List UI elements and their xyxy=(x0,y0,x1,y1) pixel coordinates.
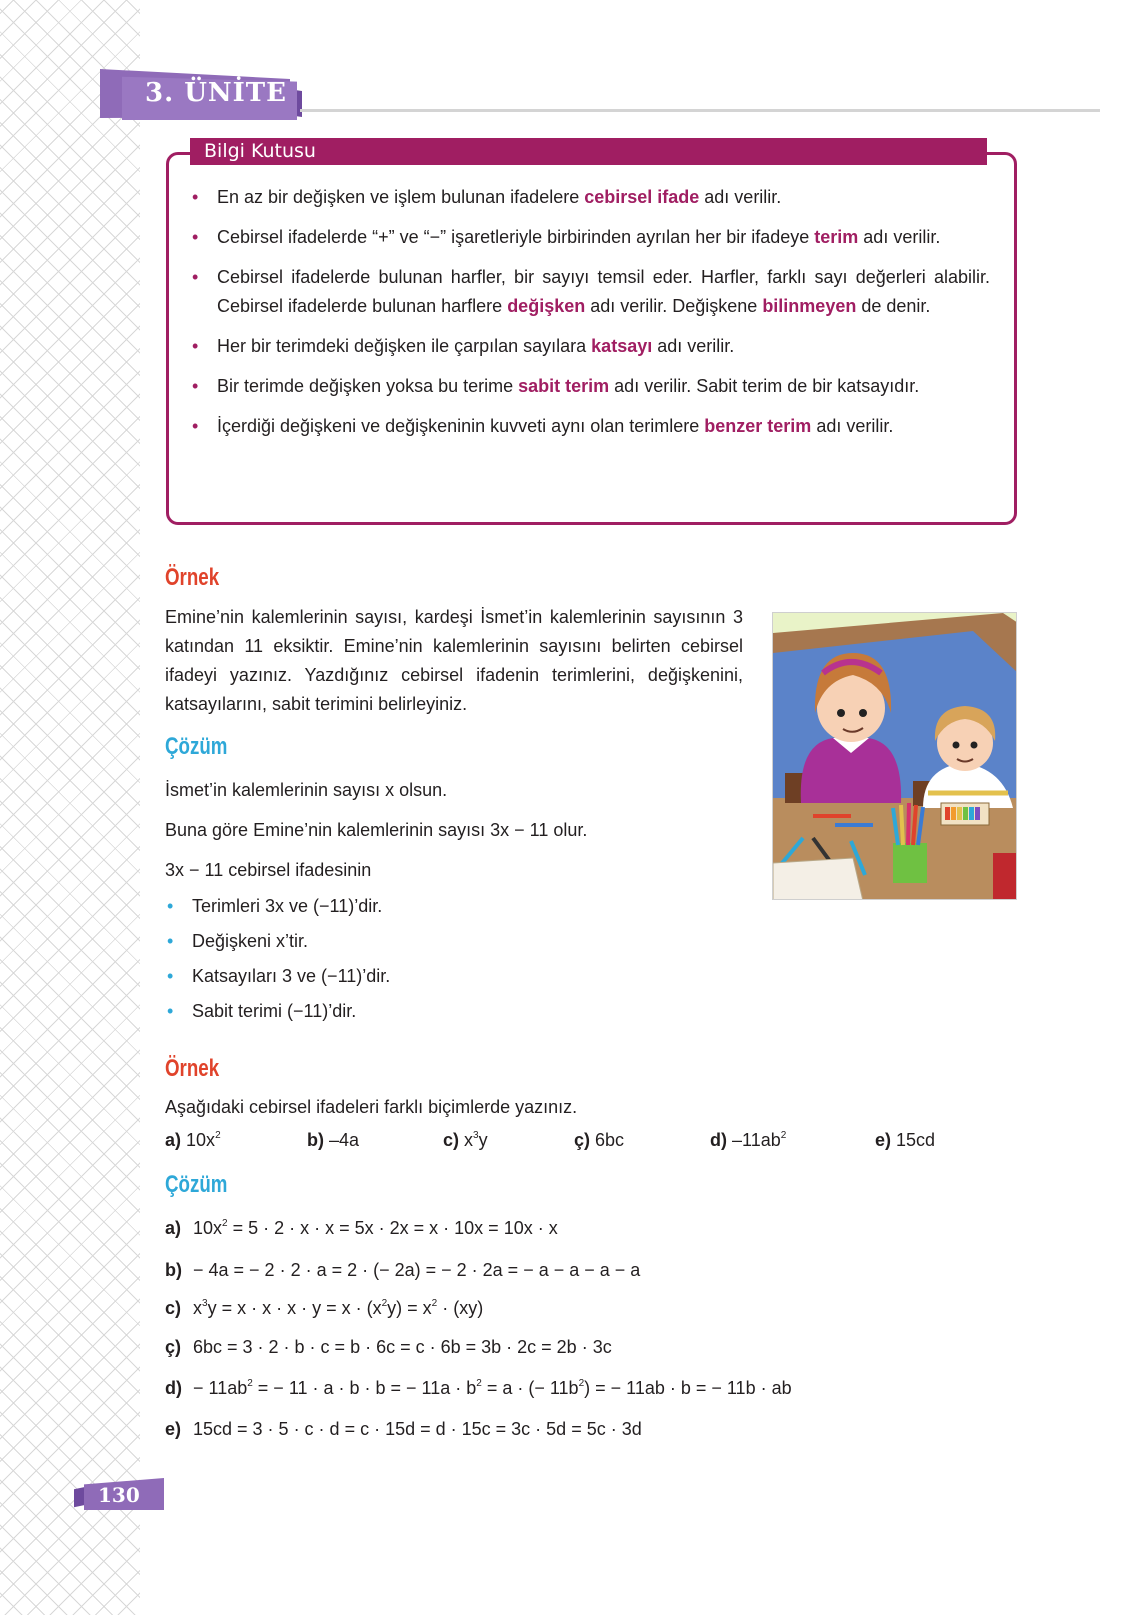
page-number: 130 xyxy=(98,1483,140,1507)
key-term: bilinmeyen xyxy=(762,296,857,316)
solution-row-c: c) $x^3y = x \cdot x \cdot x \cdot y = x \cdot (x^2y) = x^2 \cdot (xy)$ xyxy=(165,1298,484,1318)
children-with-pencils-illustration xyxy=(773,613,1017,900)
option-c: c) $x^3y$ xyxy=(443,1130,488,1150)
solution-row-d: $d) - 11ab^2$ = − 11 · a · b · b = − $11a \cdot b^2 = a$ · (− $11b^2$) = − 11ab · b = − 11b · ab xyxy=(165,1378,792,1398)
example-question: Emine’nin kalemlerinin sayısı, kardeşi İsmet’in kalemlerinin sayısının 3 katından 11 eksiktir. Emine’nin kalemlerinin sayısını belirten cebirsel ifadeyi yazınız. Yazdığınız cebirsel ifadenin terimlerini, değişkenini, katsayılarını, sabit terimini belirleyiniz. xyxy=(165,607,743,714)
example-question: Aşağıdaki cebirsel ifadeleri farklı biçimlerde yazınız. xyxy=(165,1097,578,1117)
option-d: d) $-11ab^2$ xyxy=(710,1130,787,1150)
option-b: b) –4a xyxy=(307,1130,360,1150)
solution-heading: Çözüm xyxy=(165,733,228,760)
example-heading: Örnek xyxy=(165,1055,220,1082)
option-cc: ç) 6bc xyxy=(574,1130,625,1150)
info-item: • Cebirsel ifadelerde bulunan harfler, bir sayıyı temsil eder. Harfler, farklı sayı değerleri alabilir. Cebirsel ifadelerde bulunan harflere değişken adı verilir. Değişkene bilinmeyen de denir. xyxy=(190,263,990,321)
key-term: terim xyxy=(814,227,859,247)
unit-title: 3. ÜNİTE xyxy=(145,78,287,108)
info-item: • Cebirsel ifadelerde “+” ve “−” işaretleriyle birbirinden ayrılan her bir ifadeye terim adı verilir. xyxy=(190,223,990,252)
solution-heading: Çözüm xyxy=(165,1171,228,1198)
solution-row-e: e) 15cd = 3 · 5 · c · d = c · 15d = d · 15c = 3c · 5d = 5c · 3d xyxy=(165,1419,642,1439)
illustration xyxy=(772,612,1017,900)
info-box-list xyxy=(190,183,990,452)
key-term: katsayı xyxy=(591,336,653,356)
page-number-ribbon xyxy=(72,1474,164,1510)
solution-bullet: • Sabit terimi (−11)’dir. xyxy=(165,999,390,1023)
solution-line: Buna göre Emine’nin kalemlerinin sayısı 3x − 11 olur. xyxy=(165,820,588,840)
key-term: benzer terim xyxy=(704,416,812,436)
solution-row-cc: ç) 6bc = 3 · 2 · b · c = b · 6c = c · 6b = 3b · 2c = 2b · 3c xyxy=(165,1337,612,1357)
solution-bullet: • Terimleri 3x ve (−11)’dir. xyxy=(165,894,390,918)
option-e: e) 15cd xyxy=(875,1130,936,1150)
info-item: • En az bir değişken ve işlem bulunan ifadelere cebirsel ifade adı verilir. xyxy=(190,183,990,212)
info-box-title: Bilgi Kutusu xyxy=(204,140,316,162)
header-divider xyxy=(300,109,1100,112)
option-a: a) $10x^2$ xyxy=(165,1130,221,1150)
info-item: • Bir terimde değişken yoksa bu terime sabit terim adı verilir. Sabit terim de bir katsayıdır. xyxy=(190,372,990,401)
key-term: cebirsel ifade xyxy=(584,187,700,207)
decorative-lattice-pattern xyxy=(0,0,140,1615)
solution-line: 3x − 11 cebirsel ifadesinin xyxy=(165,860,372,880)
key-term: değişken xyxy=(507,296,586,316)
expression-options xyxy=(165,1130,965,1156)
key-term: sabit terim xyxy=(518,376,610,396)
solution-row-a: a) $10x^2 = 5 \cdot 2 \cdot x \cdot x = 5x \cdot 2x = x \cdot 10x = 10x \cdot x$ xyxy=(165,1218,558,1238)
solution-row-b: b) − 4a = − 2 · 2 · a = 2 · (− 2a) = − 2 · 2a = − a − a − a − a xyxy=(165,1260,641,1280)
info-item: • Her bir terimdeki değişken ile çarpılan sayılara katsayı adı verilir. xyxy=(190,332,990,361)
solution-line: İsmet’in kalemlerinin sayısı x olsun. xyxy=(165,780,448,800)
example-heading: Örnek xyxy=(165,564,220,591)
info-item: • İçerdiği değişkeni ve değişkeninin kuvveti aynı olan terimlere benzer terim adı verilir. xyxy=(190,412,990,441)
info-box-header xyxy=(190,138,987,165)
solution-bullet: • Katsayıları 3 ve (−11)’dir. xyxy=(165,964,390,988)
solution-bullet: • Değişkeni x’tir. xyxy=(165,929,390,953)
solution-bullets xyxy=(165,894,390,1034)
